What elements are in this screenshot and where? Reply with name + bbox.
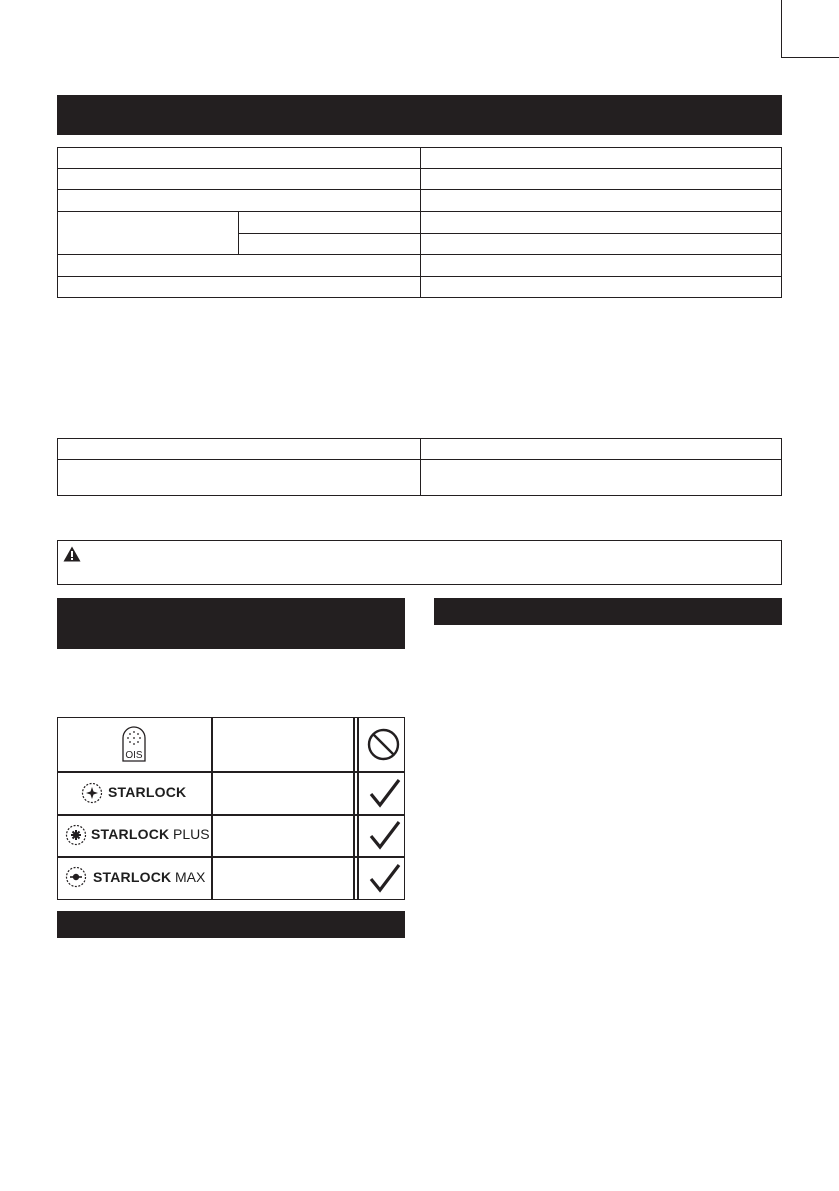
starlock-plus-suffix: PLUS [173, 826, 210, 842]
spec-row-4a-sublabel [238, 211, 421, 234]
compat-row-starlock [58, 771, 211, 814]
check-mark-icon [369, 820, 401, 850]
spec-row-3-label [57, 189, 421, 212]
right-section-header-bar [434, 598, 782, 625]
accessory-compatibility-table [57, 717, 405, 900]
ois-logo-text: OIS [125, 750, 143, 761]
spec-row-4b-sublabel [238, 233, 421, 255]
divider-col-2a [353, 718, 355, 899]
spec-row-2-value [420, 168, 782, 190]
spec-row-6-value [420, 276, 782, 298]
secondary-row-2-label [57, 459, 421, 496]
prohibited-circle-icon [367, 728, 400, 761]
divider-col-2b [357, 718, 359, 899]
divider-col-1 [211, 718, 213, 899]
compat-row-starlock-plus [58, 814, 211, 856]
starlock-plus-logo-text: STARLOCK [91, 826, 170, 842]
warning-box [57, 540, 782, 585]
starlock-max-suffix: MAX [175, 869, 206, 885]
spec-row-4b-value [420, 233, 782, 255]
spec-row-5-value [420, 254, 782, 277]
spec-row-4-group-label [57, 211, 239, 255]
spec-row-1-value [420, 147, 782, 169]
secondary-row-1-label [57, 438, 421, 460]
starlock-gear-icon [80, 781, 104, 805]
spec-row-2-label [57, 168, 421, 190]
corner-mark-horizontal [781, 57, 839, 58]
spec-row-1-label [57, 147, 421, 169]
secondary-row-2-value [420, 459, 782, 496]
compat-row-starlock-max [58, 856, 211, 899]
compat-row-ois [58, 718, 211, 771]
starlock-logo-text: STARLOCK [108, 784, 187, 800]
warning-triangle-icon [63, 546, 81, 562]
spec-row-6-label [57, 276, 421, 298]
spec-row-3-value [420, 189, 782, 212]
left-section-header-bar [57, 598, 405, 649]
spec-row-5-label [57, 254, 421, 277]
check-mark-icon [369, 778, 401, 808]
starlock-max-gear-icon [64, 865, 88, 889]
ois-logo-icon [121, 725, 147, 763]
starlock-plus-gear-icon [64, 823, 88, 847]
lower-left-section-header-bar [57, 911, 405, 938]
check-mark-icon [369, 863, 401, 893]
specifications-header-bar [57, 95, 782, 135]
corner-mark-vertical [781, 0, 782, 58]
spec-row-4a-value [420, 211, 782, 234]
secondary-row-1-value [420, 438, 782, 460]
starlock-max-logo-text: STARLOCK [93, 869, 172, 885]
